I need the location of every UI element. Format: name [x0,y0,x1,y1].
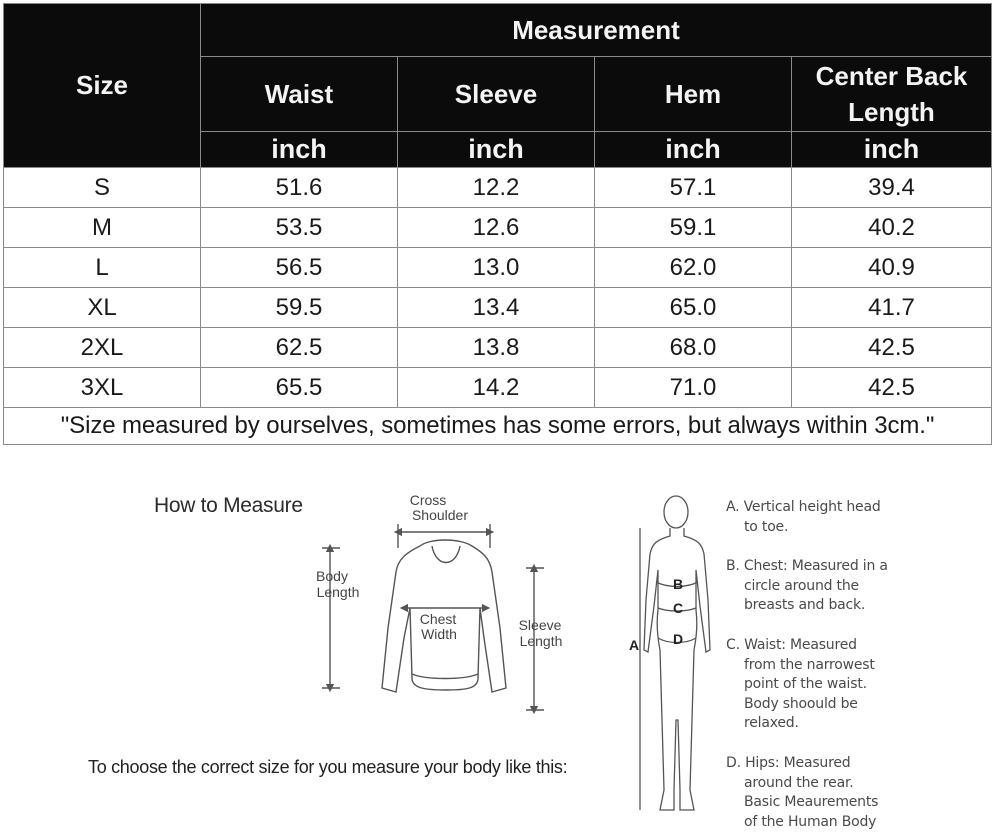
body-length-label-1: Body [316,568,348,584]
size-cell: L [4,248,201,288]
waist-cell: 62.5 [201,328,398,368]
size-cell: 2XL [4,328,201,368]
hem-cell: 59.1 [595,208,792,248]
sleeve-cell: 13.8 [398,328,595,368]
measurement-note: "Size measured by ourselves, sometimes has some errors, but always within 3cm." [4,408,992,445]
center-back-length-cell: 40.9 [792,248,992,288]
chest-width-label-2: Width [421,626,457,642]
waist-cell: 51.6 [201,168,398,208]
legend-item-d [726,754,878,832]
hem-cell: 62.0 [595,248,792,288]
center-back-length-cell: 41.7 [792,288,992,328]
table-row [4,248,992,288]
legend-line: D. Hips: Measured [726,755,851,771]
sleeve-cell: 13.0 [398,248,595,288]
measurement-group-header: Measurement [201,4,992,57]
sleeve-length-label-1: Sleeve [518,617,562,633]
figure-body [644,528,710,810]
waist-cell: 56.5 [201,248,398,288]
legend-line: from the narrowest [744,656,875,673]
sleeve-cell: 13.4 [398,288,595,328]
size-cell: 3XL [4,368,201,408]
figure-label-a: A [628,637,640,653]
figure-label-d: D [672,631,684,647]
hem-column-header: Hem [595,57,792,132]
sweater-hem-band [412,674,478,679]
size-chart-table [3,3,992,445]
hem-cell: 71.0 [595,368,792,408]
legend-line: of the Human Body [744,813,877,830]
table-row [4,408,992,445]
chest-width-label-1: Chest [419,611,457,627]
figure-label-b: B [672,576,684,592]
sweater-neckline [432,546,460,563]
size-column-header: Size [4,4,201,168]
measure-instruction: To choose the correct size for you measure your body like this: [88,757,568,777]
waist-cell: 53.5 [201,208,398,248]
sleeve-unit: inch [398,132,595,168]
legend-item-a [726,498,881,537]
legend-line: Body shoould be [744,695,858,712]
center-back-length-unit: inch [792,132,992,168]
legend-line: to toe. [744,518,789,535]
center-back-length-column-header [792,57,992,132]
size-cell: M [4,208,201,248]
legend-line: B. Chest: Measured in a [726,558,888,574]
legend-line: C. Waist: Measured [726,637,857,653]
body-figure-illustration [620,490,720,830]
center-back-length-cell: 40.2 [792,208,992,248]
waist-cell: 65.5 [201,368,398,408]
sleeve-length-label-2: Length [519,633,563,649]
center-back-length-cell: 42.5 [792,328,992,368]
hem-cell: 68.0 [595,328,792,368]
how-to-measure-title: How to Measure [154,494,303,517]
table-row [4,288,992,328]
table-row [4,208,992,248]
waist-unit: inch [201,132,398,168]
legend-line: point of the waist. [744,676,867,692]
center-back-line-1: Center Back [815,61,968,91]
table-row [4,328,992,368]
center-back-length-cell: 42.5 [792,368,992,408]
hem-cell: 57.1 [595,168,792,208]
legend-line: A. Vertical height head [726,499,881,515]
legend-item-b [726,557,888,616]
cross-shoulder-label-2: Shoulder [411,507,469,523]
hem-unit: inch [595,132,792,168]
table-row [4,168,992,208]
legend-line: breasts and back. [744,597,866,613]
legend-line: relaxed. [744,715,799,731]
table-row [4,368,992,408]
sleeve-cell: 12.6 [398,208,595,248]
size-cell: XL [4,288,201,328]
center-back-length-cell: 39.4 [792,168,992,208]
legend-line: around the rear. [744,774,854,791]
center-back-line-2: Length [848,97,935,127]
waist-cell: 59.5 [201,288,398,328]
sleeve-cell: 12.2 [398,168,595,208]
body-length-label-2: Length [316,584,360,600]
garment-measurement-illustration [300,488,570,718]
sleeve-column-header: Sleeve [398,57,595,132]
figure-label-c: C [672,600,684,616]
legend-line: Basic Meaurements [744,794,879,810]
legend-line: circle around the [744,577,859,594]
legend-item-c [726,636,875,734]
cross-shoulder-label-1: Cross [409,492,447,508]
figure-head [664,496,688,528]
hem-cell: 65.0 [595,288,792,328]
waist-column-header: Waist [201,57,398,132]
size-cell: S [4,168,201,208]
sleeve-cell: 14.2 [398,368,595,408]
